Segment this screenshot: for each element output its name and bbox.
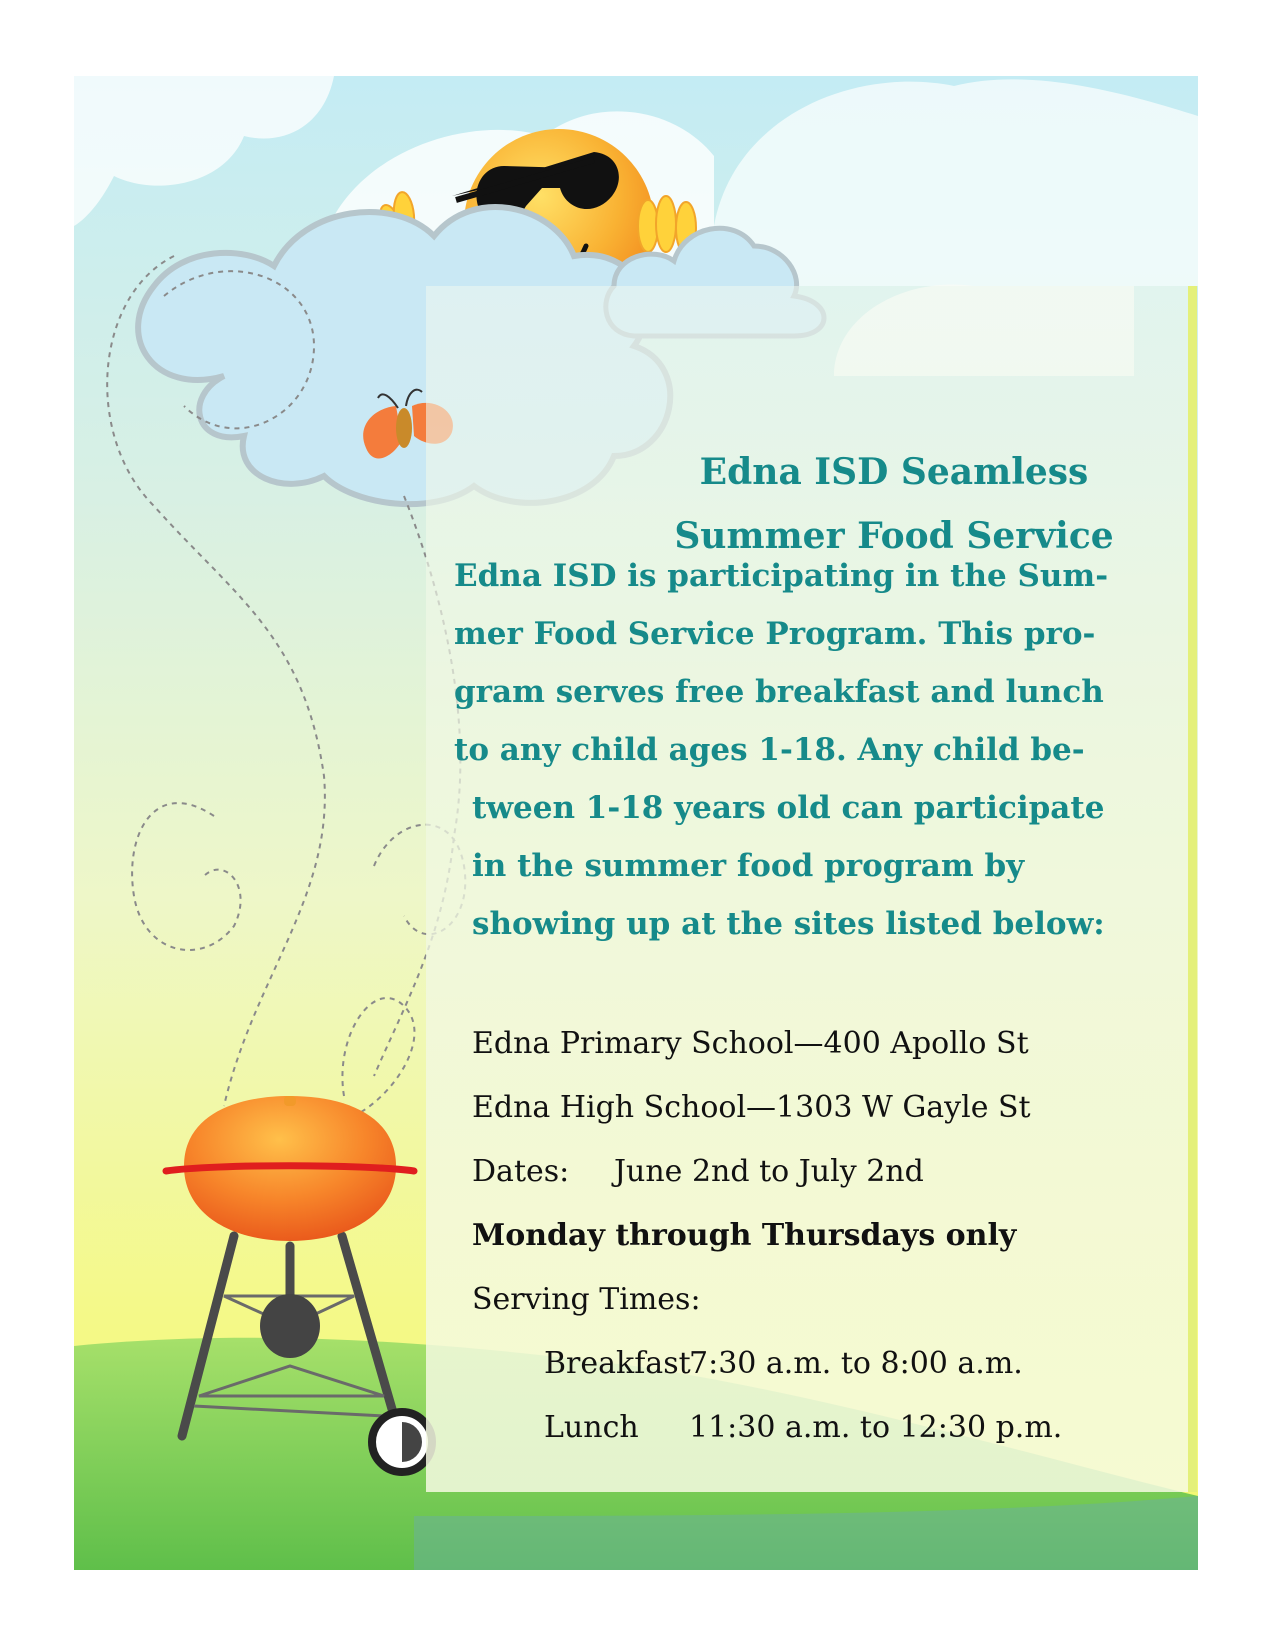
description-line: Edna ISD is participating in the Sum- bbox=[454, 558, 1109, 594]
description-line: mer Food Service Program. This pro- bbox=[454, 616, 1096, 652]
description-line: gram serves free breakfast and lunch bbox=[454, 674, 1104, 710]
site-high-school: Edna High School—1303 W Gayle St bbox=[472, 1090, 1031, 1125]
flyer-title bbox=[634, 440, 1154, 568]
flyer-poster bbox=[74, 76, 1198, 1570]
description-line: in the summer food program by bbox=[472, 848, 1025, 884]
grill-ash-catcher bbox=[260, 1294, 320, 1358]
meal-time-lunch: 11:30 a.m. to 12:30 p.m. bbox=[689, 1410, 1063, 1445]
top-right-cloud bbox=[714, 79, 1198, 286]
serving-times-label: Serving Times: bbox=[472, 1282, 701, 1317]
dates-label: Dates: bbox=[472, 1154, 570, 1189]
description-line: tween 1-18 years old can participate bbox=[472, 790, 1105, 826]
title-line-2: Summer Food Service bbox=[674, 515, 1114, 557]
description-line: showing up at the sites listed below: bbox=[472, 906, 1105, 942]
top-left-cloud-wisp bbox=[74, 76, 334, 226]
meal-name-breakfast: Breakfast bbox=[544, 1346, 691, 1381]
title-line-1: Edna ISD Seamless bbox=[699, 451, 1089, 493]
dates-value: June 2nd to July 2nd bbox=[614, 1154, 924, 1189]
days-note: Monday through Thursdays only bbox=[472, 1218, 1017, 1253]
meal-name-lunch: Lunch bbox=[544, 1410, 639, 1445]
description-line: to any child ages 1-18. Any child be- bbox=[454, 732, 1085, 768]
meal-time-breakfast: 7:30 a.m. to 8:00 a.m. bbox=[689, 1346, 1023, 1381]
site-primary-school: Edna Primary School—400 Apollo St bbox=[472, 1026, 1029, 1061]
grill-handle bbox=[284, 1096, 296, 1106]
